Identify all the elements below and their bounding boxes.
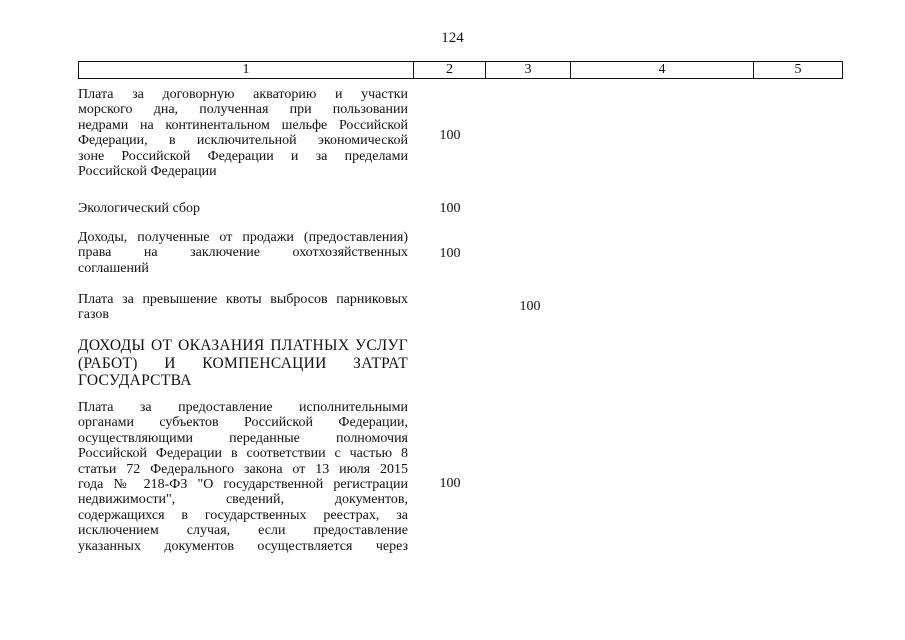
text-line: содержащихся в государственных реестрах, за <box>78 507 408 523</box>
heading-line: (РАБОТ) И КОМПЕНСАЦИИ ЗАТРАТ <box>78 354 408 372</box>
text-line: Плата за предоставление исполнительными <box>78 400 408 415</box>
text-line: Российской Федерации в соответствии с частью 8 <box>78 446 408 462</box>
text-line: Экологический сбор <box>78 201 200 216</box>
row-description <box>78 201 408 216</box>
column-5-header: 5 <box>754 62 843 79</box>
text-line: Федерации, в исключительной экономической <box>78 133 408 149</box>
text-line: морского дна, полученная при пользовании <box>78 102 408 118</box>
column-4-header: 4 <box>571 62 754 79</box>
row-description <box>78 230 408 276</box>
text-line: осуществляющими переданные полномочия <box>78 430 408 446</box>
text-line: статьи 72 Федерального закона от 13 июля 2015 <box>78 461 408 477</box>
column-1-header: 1 <box>79 62 414 79</box>
text-line: органами субъектов Российской Федерации, <box>78 415 408 431</box>
row-description <box>78 87 408 179</box>
column-3-header: 3 <box>486 62 571 79</box>
heading-line: ДОХОДЫ ОТ ОКАЗАНИЯ ПЛАТНЫХ УСЛУГ <box>78 337 408 354</box>
column-2-header: 2 <box>414 62 486 79</box>
column-2-value: 100 <box>439 128 461 143</box>
text-line: недвижимости", сведений, документов, <box>78 492 408 508</box>
text-line: недрами на континентальном шельфе Российской <box>78 117 408 133</box>
row-description <box>78 292 408 323</box>
text-line: Плата за превышение квоты выбросов парниковых <box>78 292 408 307</box>
text-line: соглашений <box>78 260 149 276</box>
section-heading <box>78 337 408 390</box>
text-line: Российской Федерации <box>78 163 217 179</box>
text-line: газов <box>78 307 110 323</box>
text-line: указанных документов осуществляется через <box>78 538 408 554</box>
text-line: года № 218-ФЗ "О государственной регистрации <box>78 476 408 492</box>
text-line: Плата за договорную акваторию и участки <box>78 87 408 102</box>
column-2-value: 100 <box>439 476 461 491</box>
text-line: Доходы, полученные от продажи (предоставления) <box>78 230 408 245</box>
heading-line: ГОСУДАРСТВА <box>78 372 192 389</box>
row-description <box>78 400 408 554</box>
text-line: права на заключение охотхозяйственных <box>78 245 408 261</box>
column-2-value: 100 <box>439 201 461 216</box>
column-number-header <box>78 61 843 79</box>
text-line: зоне Российской Федерации и за пределами <box>78 148 408 164</box>
page-number: 124 <box>441 30 464 46</box>
column-2-value: 100 <box>439 246 461 261</box>
header-row <box>79 62 843 79</box>
column-3-value: 100 <box>519 299 541 314</box>
text-line: исключением случая, если предоставление <box>78 523 408 539</box>
